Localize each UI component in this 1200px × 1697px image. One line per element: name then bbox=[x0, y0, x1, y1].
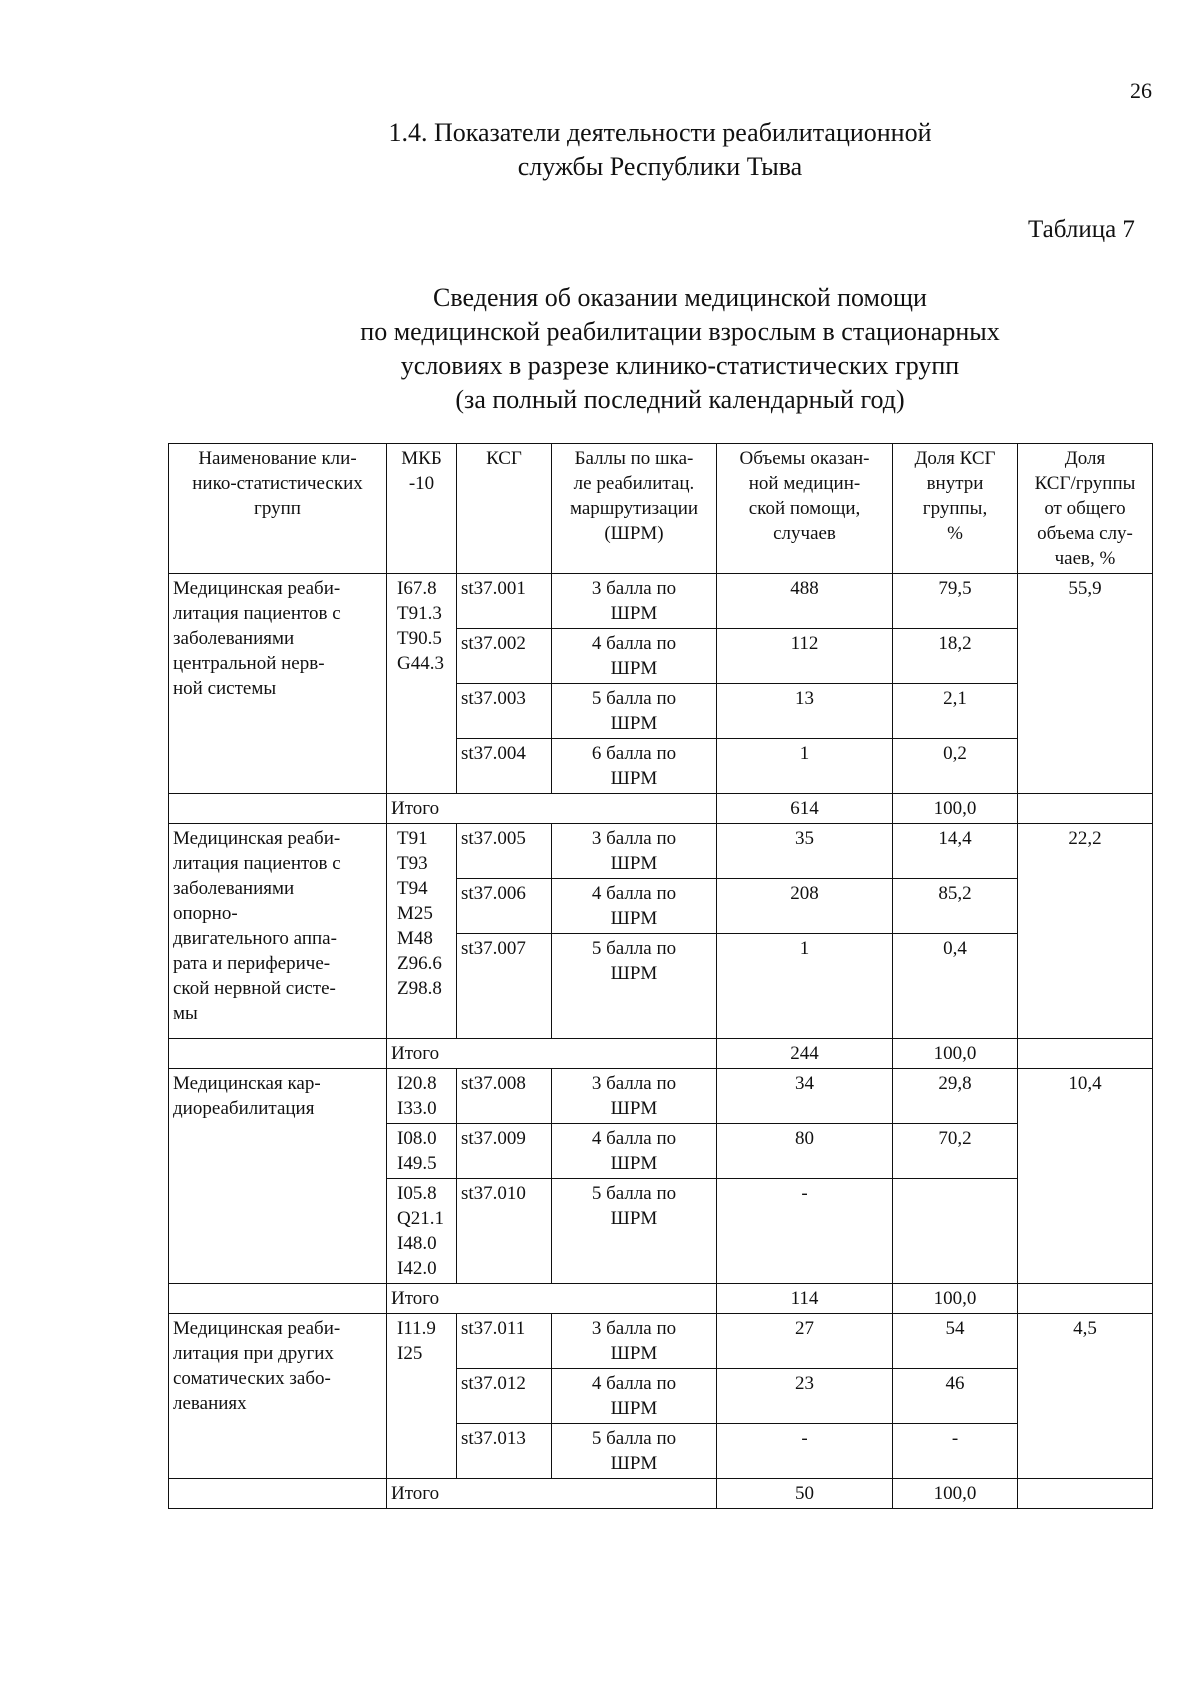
total-volume: 50 bbox=[717, 1479, 893, 1509]
ksg-code: st37.013 bbox=[457, 1424, 552, 1479]
table-row bbox=[169, 574, 1153, 629]
cell-line: рата и перифериче- bbox=[173, 953, 331, 974]
total-label: Итого bbox=[387, 1284, 717, 1314]
volume-value: 112 bbox=[717, 629, 893, 684]
mkb-codes bbox=[387, 574, 457, 794]
total-label: Итого bbox=[387, 794, 717, 824]
page-number: 26 bbox=[1130, 78, 1152, 103]
total-row bbox=[169, 1479, 1153, 1509]
cell-line: групп bbox=[254, 498, 301, 519]
share-value: 54 bbox=[893, 1314, 1018, 1369]
shrm-score bbox=[552, 1424, 717, 1479]
cell-line: мы bbox=[173, 1003, 198, 1024]
cell-line: I49.5 bbox=[397, 1153, 437, 1174]
cell-line: ШРМ bbox=[610, 1398, 658, 1419]
cell-line: 6 балла по bbox=[591, 743, 677, 764]
header-share-in-group bbox=[893, 444, 1018, 574]
cell-line: КСГ bbox=[486, 448, 522, 469]
cell-line: ле реабилитац. bbox=[573, 473, 695, 494]
cell-line: 5 балла по bbox=[591, 688, 677, 709]
volume-value: 23 bbox=[717, 1369, 893, 1424]
cell-line: ской помощи, bbox=[748, 498, 861, 519]
cell-line: Баллы по шка- bbox=[574, 448, 694, 469]
section-title bbox=[0, 116, 1200, 184]
section-title-line: службы Республики Тыва bbox=[517, 152, 803, 181]
cell-line: ШРМ bbox=[610, 603, 658, 624]
total-row bbox=[169, 1284, 1153, 1314]
cell-line: I08.0 bbox=[397, 1128, 437, 1149]
cell-line: литация при других bbox=[173, 1343, 334, 1364]
table-row bbox=[169, 1314, 1153, 1369]
cell-line: Объемы оказан- bbox=[739, 448, 870, 469]
empty-cell bbox=[169, 1479, 387, 1509]
cell-line: от общего bbox=[1044, 498, 1126, 519]
header-volume bbox=[717, 444, 893, 574]
ksg-code: st37.003 bbox=[457, 684, 552, 739]
total-row bbox=[169, 1039, 1153, 1069]
total-volume: 614 bbox=[717, 794, 893, 824]
volume-value: 13 bbox=[717, 684, 893, 739]
cell-line: Наименование кли- bbox=[198, 448, 357, 469]
cell-line: G44.3 bbox=[397, 653, 444, 674]
cell-line: Доля КСГ bbox=[914, 448, 996, 469]
ksg-code: st37.005 bbox=[457, 824, 552, 879]
share-value: 2,1 bbox=[893, 684, 1018, 739]
cell-line: литация пациентов с bbox=[173, 603, 341, 624]
group-name bbox=[169, 1069, 387, 1284]
empty-cell bbox=[1018, 1284, 1153, 1314]
shrm-score bbox=[552, 574, 717, 629]
cell-line: T90.5 bbox=[397, 628, 442, 649]
cell-line: 4 балла по bbox=[591, 883, 677, 904]
cell-line: ШРМ bbox=[610, 658, 658, 679]
cell-line: соматических забо- bbox=[173, 1368, 331, 1389]
cell-line: Медицинская реаби- bbox=[173, 828, 341, 849]
cell-line: Z96.6 bbox=[397, 953, 442, 974]
total-row bbox=[169, 794, 1153, 824]
share-value: - bbox=[893, 1424, 1018, 1479]
cell-line: I33.0 bbox=[397, 1098, 437, 1119]
cell-line: 4 балла по bbox=[591, 1128, 677, 1149]
cell-line: 3 балла по bbox=[591, 1318, 677, 1339]
empty-cell bbox=[169, 1284, 387, 1314]
total-share: 100,0 bbox=[893, 1039, 1018, 1069]
volume-value: 488 bbox=[717, 574, 893, 629]
cell-line: T94 bbox=[397, 878, 428, 899]
cell-line: заболеваниями bbox=[173, 628, 295, 649]
cell-line: I11.9 bbox=[397, 1318, 436, 1339]
volume-value: 34 bbox=[717, 1069, 893, 1124]
ksg-code: st37.006 bbox=[457, 879, 552, 934]
shrm-score bbox=[552, 934, 717, 1039]
volume-value: 208 bbox=[717, 879, 893, 934]
cell-line: 4 балла по bbox=[591, 1373, 677, 1394]
volume-value: 80 bbox=[717, 1124, 893, 1179]
cell-line: M25 bbox=[397, 903, 433, 924]
cell-line: M48 bbox=[397, 928, 433, 949]
cell-line: ШРМ bbox=[610, 713, 658, 734]
cell-line: леваниях bbox=[173, 1393, 247, 1414]
ksg-code: st37.007 bbox=[457, 934, 552, 1039]
group-name bbox=[169, 1314, 387, 1479]
ksg-code: st37.011 bbox=[457, 1314, 552, 1369]
header-name bbox=[169, 444, 387, 574]
cell-line: двигательного аппа- bbox=[173, 928, 337, 949]
ksg-code: st37.002 bbox=[457, 629, 552, 684]
volume-value: 35 bbox=[717, 824, 893, 879]
cell-line: I20.8 bbox=[397, 1073, 437, 1094]
share-value: 0,4 bbox=[893, 934, 1018, 1039]
cell-line: заболеваниями bbox=[173, 878, 295, 899]
mkb-codes bbox=[387, 824, 457, 1039]
shrm-score bbox=[552, 1314, 717, 1369]
empty-cell bbox=[1018, 1479, 1153, 1509]
cell-line: ской нервной систе- bbox=[173, 978, 336, 999]
empty-cell bbox=[169, 1039, 387, 1069]
share-value: 85,2 bbox=[893, 879, 1018, 934]
empty-cell bbox=[1018, 1039, 1153, 1069]
ksg-code: st37.012 bbox=[457, 1369, 552, 1424]
cell-line: ной системы bbox=[173, 678, 277, 699]
cell-line: 4 балла по bbox=[591, 633, 677, 654]
ksg-code: st37.004 bbox=[457, 739, 552, 794]
total-share: 100,0 bbox=[893, 1479, 1018, 1509]
cell-line: 3 балла по bbox=[591, 578, 677, 599]
header-ksg bbox=[457, 444, 552, 574]
caption-line: (за полный последний календарный год) bbox=[455, 385, 905, 414]
volume-value: - bbox=[717, 1179, 893, 1284]
table-row bbox=[169, 824, 1153, 879]
shrm-score bbox=[552, 684, 717, 739]
cell-line: центральной нерв- bbox=[173, 653, 325, 674]
total-volume: 114 bbox=[717, 1284, 893, 1314]
header-share-total bbox=[1018, 444, 1153, 574]
cell-line: Медицинская кар- bbox=[173, 1073, 321, 1094]
header-shrm bbox=[552, 444, 717, 574]
cell-line: (ШРМ) bbox=[604, 523, 664, 544]
group-share-total: 4,5 bbox=[1018, 1314, 1153, 1479]
shrm-score bbox=[552, 879, 717, 934]
total-share: 100,0 bbox=[893, 1284, 1018, 1314]
caption-line: Сведения об оказании медицинской помощи bbox=[433, 283, 927, 312]
shrm-score bbox=[552, 1124, 717, 1179]
section-title-line: 1.4. Показатели деятельности реабилитационной bbox=[388, 118, 932, 147]
header-mkb bbox=[387, 444, 457, 574]
caption-line: условиях в разрезе клинико-статистических групп bbox=[400, 351, 960, 380]
total-label: Итого bbox=[387, 1479, 717, 1509]
cell-line: 5 балла по bbox=[591, 1428, 677, 1449]
cell-line: % bbox=[947, 523, 963, 544]
volume-value: 1 bbox=[717, 934, 893, 1039]
mkb-codes bbox=[387, 1179, 457, 1284]
cell-line: нико-статистических bbox=[192, 473, 363, 494]
cell-line: маршрутизации bbox=[569, 498, 699, 519]
cell-line: ШРМ bbox=[610, 963, 658, 984]
cell-line: Z98.8 bbox=[397, 978, 442, 999]
table-caption bbox=[0, 281, 1200, 417]
cell-line: T93 bbox=[397, 853, 428, 874]
cell-line: опорно- bbox=[173, 903, 238, 924]
share-value: 29,8 bbox=[893, 1069, 1018, 1124]
cell-line: 3 балла по bbox=[591, 828, 677, 849]
cell-line: Доля bbox=[1064, 448, 1106, 469]
ksg-table bbox=[168, 443, 1153, 1509]
table-label: Таблица 7 bbox=[1028, 216, 1135, 243]
group-name bbox=[169, 574, 387, 794]
cell-line: ной медицин- bbox=[748, 473, 861, 494]
cell-line: ШРМ bbox=[610, 1343, 658, 1364]
share-value: 18,2 bbox=[893, 629, 1018, 684]
cell-line: ШРМ bbox=[610, 1208, 658, 1229]
table-row bbox=[169, 1069, 1153, 1124]
cell-line: 3 балла по bbox=[591, 1073, 677, 1094]
cell-line: I05.8 bbox=[397, 1183, 437, 1204]
cell-line: ШРМ bbox=[610, 908, 658, 929]
cell-line: T91.3 bbox=[397, 603, 442, 624]
group-share-total: 10,4 bbox=[1018, 1069, 1153, 1284]
ksg-code: st37.008 bbox=[457, 1069, 552, 1124]
ksg-code: st37.001 bbox=[457, 574, 552, 629]
cell-line: чаев, % bbox=[1054, 548, 1116, 569]
cell-line: 5 балла по bbox=[591, 1183, 677, 1204]
cell-line: группы, bbox=[922, 498, 988, 519]
cell-line: Q21.1 bbox=[397, 1208, 444, 1229]
cell-line: внутри bbox=[926, 473, 984, 494]
cell-line: 5 балла по bbox=[591, 938, 677, 959]
cell-line: I25 bbox=[397, 1343, 423, 1364]
total-share: 100,0 bbox=[893, 794, 1018, 824]
cell-line: литация пациентов с bbox=[173, 853, 341, 874]
cell-line: объема слу- bbox=[1037, 523, 1133, 544]
total-label: Итого bbox=[387, 1039, 717, 1069]
share-value: 79,5 bbox=[893, 574, 1018, 629]
share-value: 46 bbox=[893, 1369, 1018, 1424]
cell-line: ШРМ bbox=[610, 853, 658, 874]
share-value: 70,2 bbox=[893, 1124, 1018, 1179]
mkb-codes bbox=[387, 1124, 457, 1179]
cell-line: -10 bbox=[408, 473, 435, 494]
cell-line: T91 bbox=[397, 828, 428, 849]
share-value bbox=[893, 1179, 1018, 1284]
header-row bbox=[169, 444, 1153, 574]
empty-cell bbox=[169, 794, 387, 824]
mkb-codes bbox=[387, 1069, 457, 1124]
share-value: 14,4 bbox=[893, 824, 1018, 879]
shrm-score bbox=[552, 629, 717, 684]
cell-line: случаев bbox=[773, 523, 836, 544]
cell-line: ШРМ bbox=[610, 768, 658, 789]
group-share-total: 55,9 bbox=[1018, 574, 1153, 794]
shrm-score bbox=[552, 739, 717, 794]
caption-line: по медицинской реабилитации взрослым в стационарных bbox=[360, 317, 1000, 346]
shrm-score bbox=[552, 1369, 717, 1424]
volume-value: 27 bbox=[717, 1314, 893, 1369]
total-volume: 244 bbox=[717, 1039, 893, 1069]
volume-value: 1 bbox=[717, 739, 893, 794]
shrm-score bbox=[552, 1179, 717, 1284]
cell-line: I48.0 bbox=[397, 1233, 437, 1254]
cell-line: МКБ bbox=[401, 448, 442, 469]
shrm-score bbox=[552, 824, 717, 879]
cell-line: диореабилитация bbox=[173, 1098, 315, 1119]
cell-line: ШРМ bbox=[610, 1153, 658, 1174]
cell-line: ШРМ bbox=[610, 1453, 658, 1474]
cell-line: КСГ/группы bbox=[1034, 473, 1136, 494]
group-name bbox=[169, 824, 387, 1039]
cell-line: I67.8 bbox=[397, 578, 437, 599]
cell-line: I42.0 bbox=[397, 1258, 437, 1279]
empty-cell bbox=[1018, 794, 1153, 824]
group-share-total: 22,2 bbox=[1018, 824, 1153, 1039]
ksg-code: st37.010 bbox=[457, 1179, 552, 1284]
cell-line: Медицинская реаби- bbox=[173, 1318, 341, 1339]
cell-line: Медицинская реаби- bbox=[173, 578, 341, 599]
mkb-codes bbox=[387, 1314, 457, 1479]
cell-line: ШРМ bbox=[610, 1098, 658, 1119]
shrm-score bbox=[552, 1069, 717, 1124]
volume-value: - bbox=[717, 1424, 893, 1479]
ksg-code: st37.009 bbox=[457, 1124, 552, 1179]
share-value: 0,2 bbox=[893, 739, 1018, 794]
